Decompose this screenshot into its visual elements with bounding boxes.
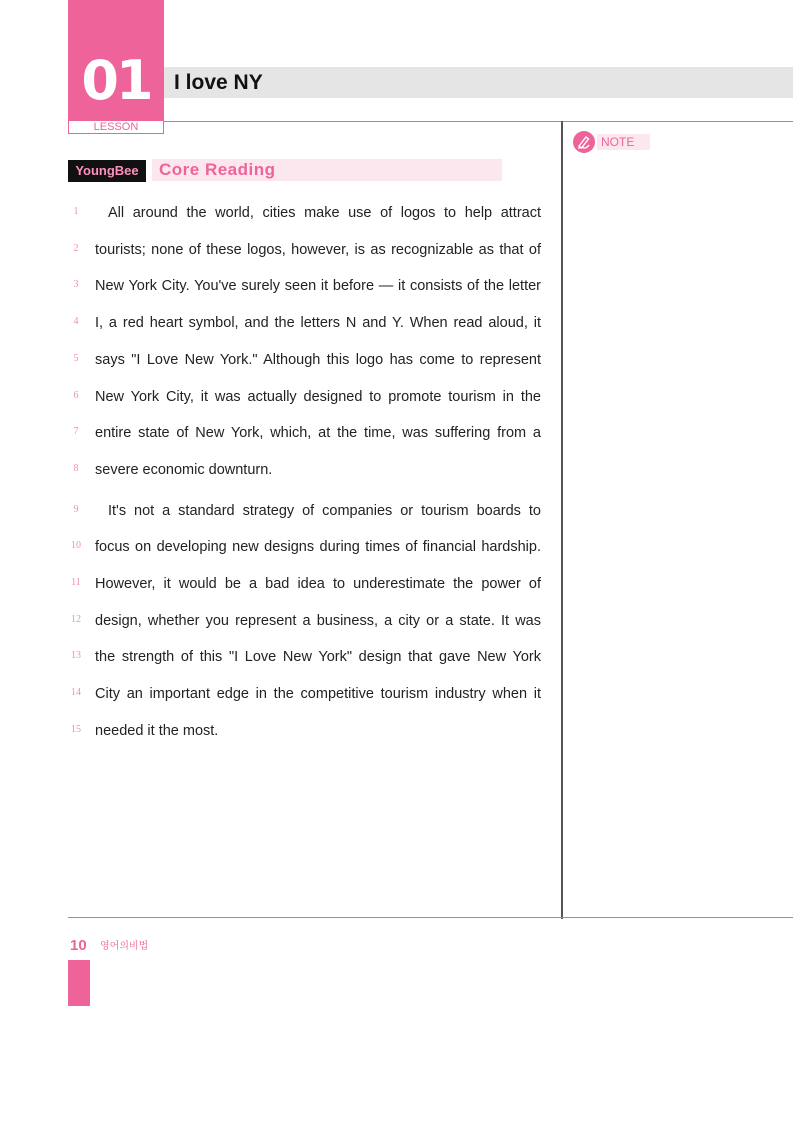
passage-line: City an important edge in the competitive tourism industry when it	[95, 686, 541, 702]
line-number: 5	[73, 353, 79, 364]
line-number: 8	[73, 463, 79, 474]
section-title: Core Reading	[159, 160, 276, 179]
passage-line: All around the world, cities make use of logos to help attract	[108, 205, 541, 221]
passage-line: design, whether you represent a business, a city or a state. It was	[95, 613, 541, 629]
line-number: 12	[71, 614, 81, 625]
line-number: 9	[73, 504, 79, 515]
passage-line: needed it the most.	[95, 723, 219, 739]
passage-line: entire state of New York, which, at the time, was suffering from a	[95, 425, 541, 441]
passage-line: New York City, it was actually designed to promote tourism in the	[95, 389, 541, 405]
header-divider	[164, 121, 793, 122]
passage-line: New York City. You've surely seen it before — it consists of the letter	[95, 278, 541, 294]
line-number: 7	[73, 426, 79, 437]
note-label: NOTE	[597, 134, 650, 150]
passage-line: I, a red heart symbol, and the letters N and Y. When read aloud, it	[95, 315, 541, 331]
line-number: 11	[71, 577, 81, 588]
footer-divider	[68, 917, 793, 918]
line-number: 14	[71, 687, 81, 698]
page-tab-marker	[68, 960, 90, 1006]
line-number: 4	[73, 316, 79, 327]
line-number: 10	[71, 540, 81, 551]
passage-line: focus on developing new designs during times of financial hardship.	[95, 539, 541, 555]
page-number: 10	[70, 937, 87, 954]
section-header	[152, 159, 502, 181]
line-number: 6	[73, 390, 79, 401]
pen-hand-icon	[573, 131, 595, 153]
title-bar	[164, 67, 793, 98]
lesson-label: LESSON	[68, 121, 164, 134]
book-title: 영어의비법	[100, 941, 149, 952]
passage-line: However, it would be a bad idea to underestimate the power of	[95, 576, 541, 592]
lesson-number-block	[68, 0, 164, 121]
line-number: 3	[73, 279, 79, 290]
passage-line: severe economic downturn.	[95, 462, 273, 478]
page-title: I love NY	[174, 71, 263, 94]
line-number: 13	[71, 650, 81, 661]
passage-line: says "I Love New York." Although this logo has come to represent	[95, 352, 541, 368]
lesson-number: 01	[81, 49, 151, 112]
section-tag: YoungBee	[68, 160, 146, 182]
line-number: 2	[73, 243, 79, 254]
line-number: 15	[71, 724, 81, 735]
passage-line: the strength of this "I Love New York" design that gave New York	[95, 649, 541, 665]
passage-line: tourists; none of these logos, however, is as recognizable as that of	[95, 242, 541, 258]
column-divider	[561, 121, 563, 919]
line-number: 1	[73, 206, 79, 217]
passage-line: It's not a standard strategy of companies or tourism boards to	[108, 503, 541, 519]
